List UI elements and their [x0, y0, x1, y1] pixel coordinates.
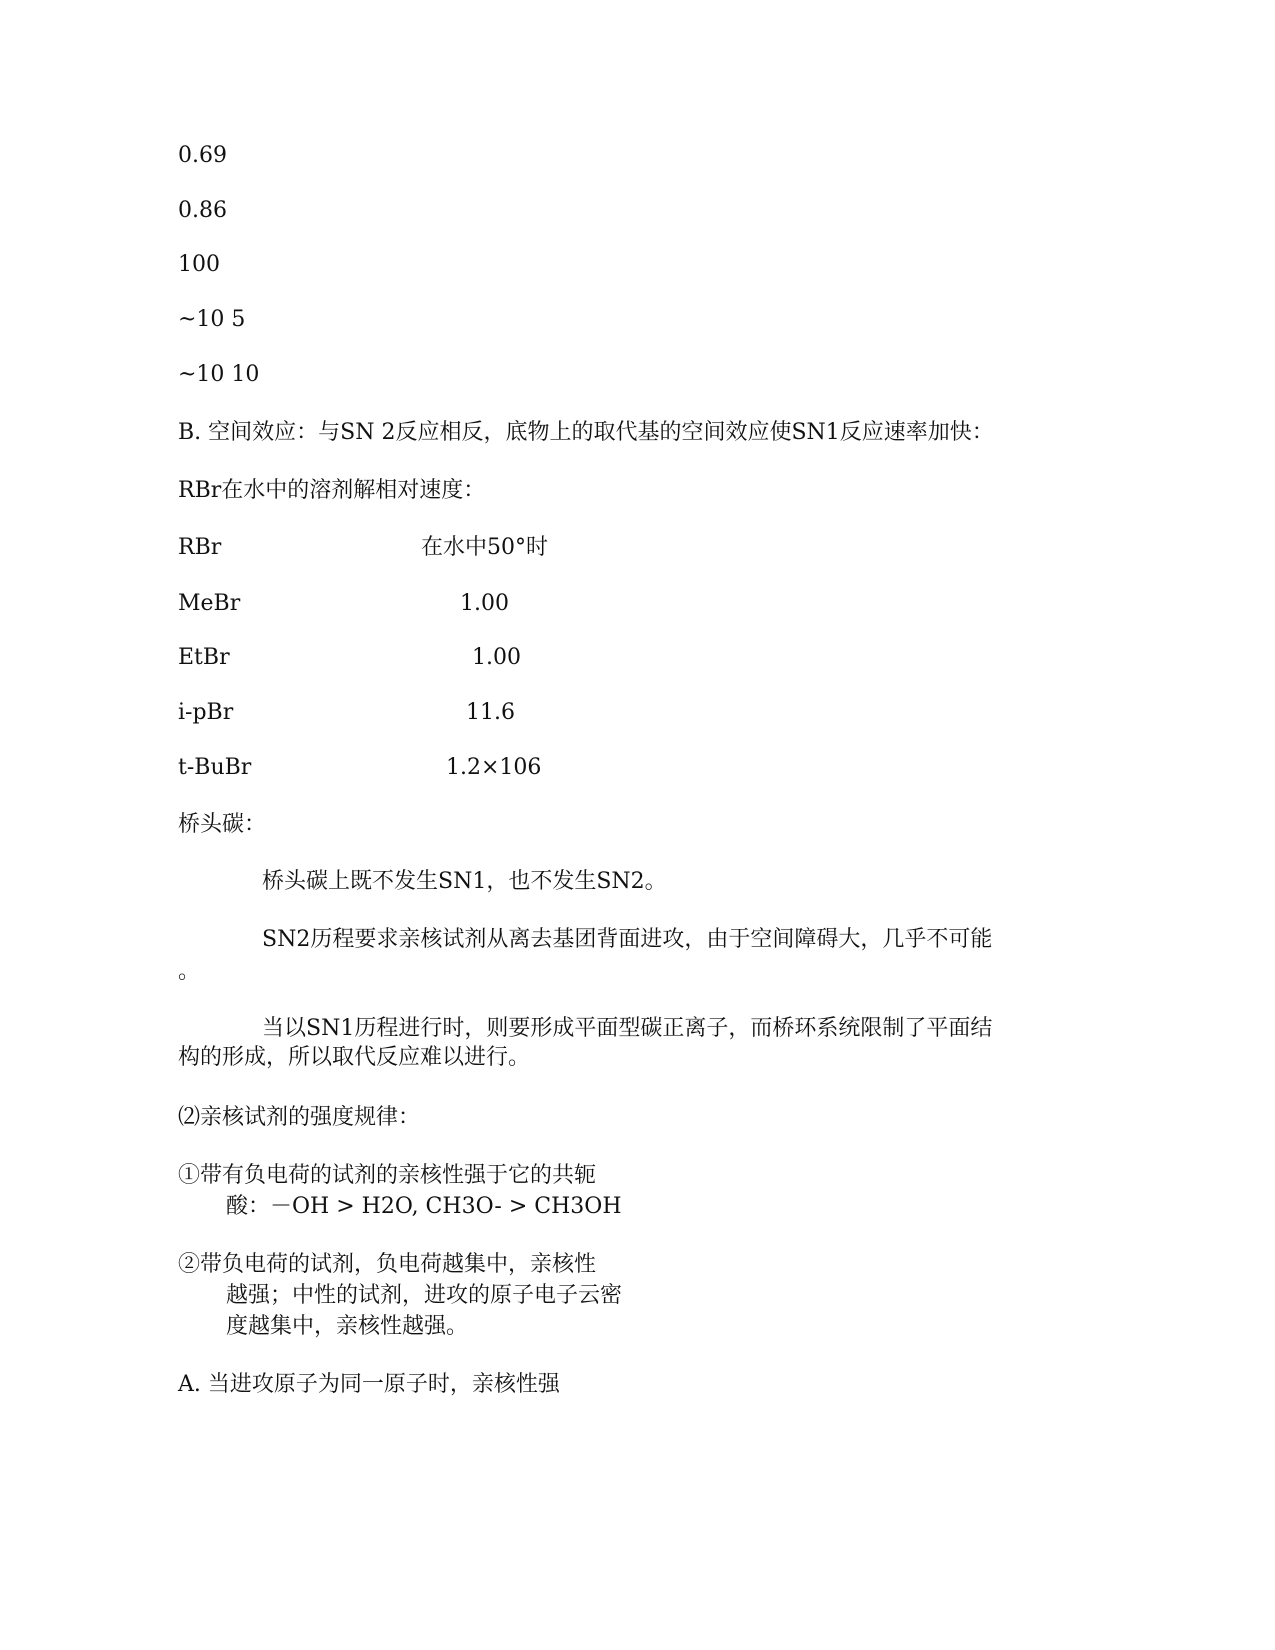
table-header-compound: RBr	[178, 535, 222, 560]
table-title: RBr在水中的溶剂解相对速度：	[178, 478, 486, 503]
rule-2-line-2: 越强；中性的试剂，进攻的原子电子云密	[226, 1283, 623, 1308]
table-row-rate: 11.6	[466, 700, 515, 725]
value-line-5: ~10 10	[178, 362, 260, 387]
value-line-4: ~10 5	[178, 307, 246, 332]
table-row-compound: MeBr	[178, 591, 241, 616]
table-row-compound: EtBr	[178, 645, 230, 670]
rule-1-line-1: ①带有负电荷的试剂的亲核性强于它的共轭	[178, 1163, 597, 1188]
point-a: A. 当进攻原子为同一原子时，亲核性强	[178, 1372, 560, 1397]
value-line-3: 100	[178, 252, 220, 277]
table-row-compound: i-pBr	[178, 700, 234, 725]
table-header-rate: 在水中50°时	[421, 535, 548, 560]
section-b-heading: B. 空间效应：与SN 2反应相反，底物上的取代基的空间效应使SN1反应速率加快：	[178, 420, 994, 445]
bridgehead-paragraph-3-line-2: 构的形成，所以取代反应难以进行。	[178, 1045, 531, 1070]
rule-2-line-3: 度越集中，亲核性越强。	[226, 1314, 469, 1339]
section-2-heading: ⑵亲核试剂的强度规律：	[178, 1105, 421, 1130]
table-row-rate: 1.00	[472, 645, 521, 670]
bridgehead-paragraph-1: 桥头碳上既不发生SN1，也不发生SN2。	[262, 869, 667, 894]
bridgehead-paragraph-2-line-1: SN2历程要求亲核试剂从离去基团背面进攻，由于空间障碍大，几乎不可能	[262, 927, 993, 952]
table-row-rate: 1.2×106	[446, 755, 542, 780]
value-line-1: 0.69	[178, 143, 227, 168]
value-line-2: 0.86	[178, 198, 227, 223]
bridgehead-paragraph-2-line-2: 。	[178, 959, 201, 984]
rule-1-line-2: 酸：－OH > H2O, CH3O- > CH3OH	[226, 1194, 622, 1219]
bridgehead-paragraph-3-line-1: 当以SN1历程进行时，则要形成平面型碳正离子，而桥环系统限制了平面结	[262, 1016, 993, 1041]
table-row-compound: t-BuBr	[178, 755, 252, 780]
rule-2-line-1: ②带负电荷的试剂，负电荷越集中，亲核性	[178, 1252, 597, 1277]
bridgehead-label: 桥头碳：	[178, 812, 267, 837]
table-row-rate: 1.00	[460, 591, 509, 616]
